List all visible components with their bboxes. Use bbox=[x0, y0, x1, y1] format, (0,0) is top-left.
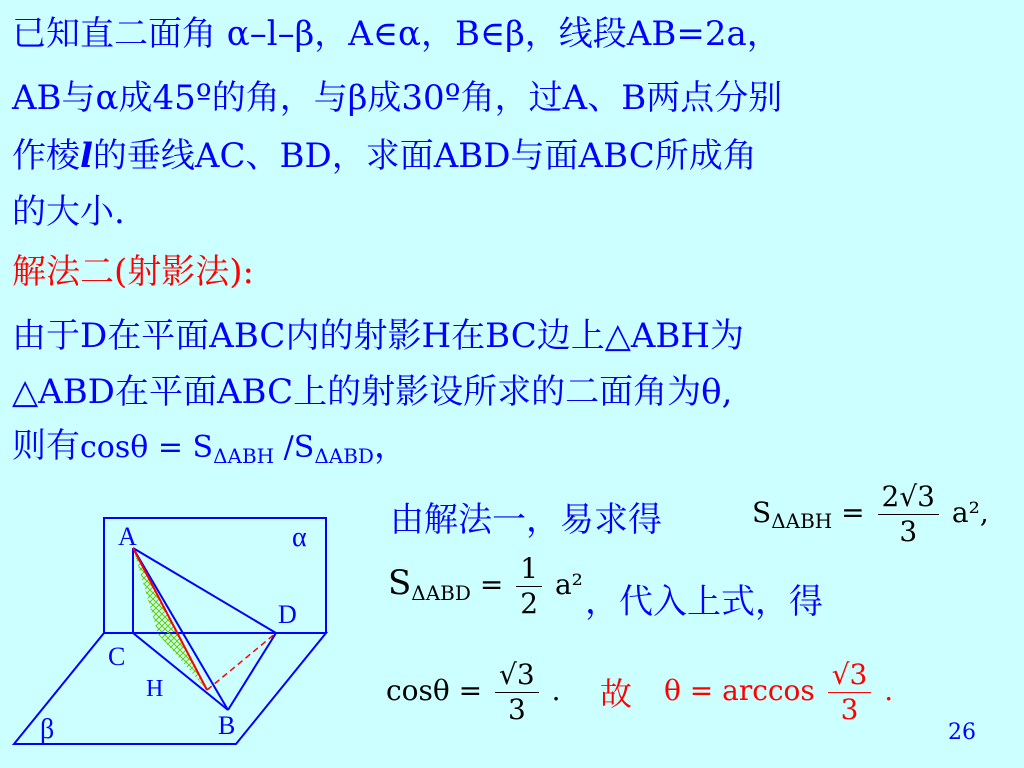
step2-s-label: S bbox=[388, 563, 412, 603]
label-a: A bbox=[118, 522, 137, 551]
solution-line-1: 由于D在平面ABC内的射影H在BC边上△ABH为 bbox=[12, 316, 745, 356]
edge-l-symbol: l bbox=[80, 136, 93, 176]
label-d: D bbox=[278, 600, 297, 629]
result-cos-label: cosθ = bbox=[386, 674, 483, 707]
result-den: 3 bbox=[507, 693, 526, 726]
step1-num-rad: 3 bbox=[917, 480, 935, 513]
segment-db bbox=[228, 633, 276, 710]
label-alpha: α bbox=[292, 522, 307, 553]
step2-formula bbox=[388, 552, 583, 621]
result-fraction-1: $\frac{√3}{3}$ bbox=[495, 658, 539, 727]
step2-s-sub: ΔABD bbox=[411, 581, 471, 605]
result-num-rad-2: 3 bbox=[849, 658, 868, 691]
step1-eq: = bbox=[841, 496, 865, 529]
step2-tail: a² bbox=[554, 568, 583, 601]
cos-theta-expr: cosθ = S bbox=[80, 430, 214, 465]
result-dot-1: . bbox=[551, 674, 561, 707]
result-den-2: 3 bbox=[840, 693, 859, 726]
slash-s: /S bbox=[274, 430, 315, 465]
step1-num-coef: 2 bbox=[881, 480, 900, 513]
step2-fraction bbox=[516, 552, 542, 621]
plane-beta bbox=[14, 633, 326, 744]
area-abh-sub: ΔABH bbox=[213, 444, 275, 468]
step1-formula bbox=[752, 480, 989, 549]
segment-hd-dashed bbox=[207, 633, 276, 690]
step2-text: ，代入上式，得 bbox=[585, 582, 823, 622]
step2-num: 1 bbox=[516, 552, 542, 587]
step1-tail: a², bbox=[951, 496, 989, 529]
step2-den: 2 bbox=[520, 587, 539, 620]
result-dot-2: . bbox=[884, 674, 894, 707]
problem-line-2: AB与α成45º的角，与β成30º角，过A、B两点分别 bbox=[12, 78, 783, 118]
dihedral-angle-diagram bbox=[0, 500, 360, 768]
problem-line-1: 已知直二面角 α–l–β，A∈α，B∈β，线段AB=2a， bbox=[12, 14, 781, 54]
step1-text: 由解法一，易求得 bbox=[390, 500, 662, 540]
solution-line-2: △ABD在平面ABC上的射影设所求的二面角为θ, bbox=[12, 372, 733, 412]
result-fraction-2: $\frac{√3}{3}$ bbox=[828, 658, 872, 727]
problem-line-3 bbox=[12, 136, 757, 176]
result-cos bbox=[386, 658, 561, 727]
area-abd-sub: ΔABD bbox=[314, 444, 374, 468]
result-theta-label: θ = arccos bbox=[664, 674, 815, 707]
result-num-rad: 3 bbox=[516, 658, 535, 691]
label-c: C bbox=[108, 642, 126, 671]
step1-fraction: $\frac{2√3}{3}$ bbox=[878, 480, 940, 549]
solution-line-3 bbox=[12, 426, 408, 476]
method-title: 解法二(射影法): bbox=[12, 252, 254, 292]
result-theta bbox=[664, 658, 893, 727]
step2-eq: = bbox=[479, 568, 504, 601]
step1-s-sub: ΔABH bbox=[771, 509, 833, 533]
solution-line-3-end: ， bbox=[373, 426, 408, 466]
solution-line-3-prefix: 则有 bbox=[12, 426, 80, 466]
label-b: B bbox=[218, 711, 236, 740]
label-h: H bbox=[146, 676, 164, 702]
step1-den: 3 bbox=[899, 515, 918, 548]
problem-line-4: 的大小. bbox=[12, 192, 125, 232]
step1-s-label: S bbox=[752, 496, 772, 529]
page-number: 26 bbox=[948, 720, 976, 745]
problem-line-3-b: 的垂线AC、BD，求面ABD与面ABC所成角 bbox=[92, 136, 757, 176]
label-beta: β bbox=[40, 714, 55, 745]
therefore-text: 故 bbox=[600, 675, 633, 713]
problem-line-3-a: 作棱 bbox=[12, 136, 80, 176]
